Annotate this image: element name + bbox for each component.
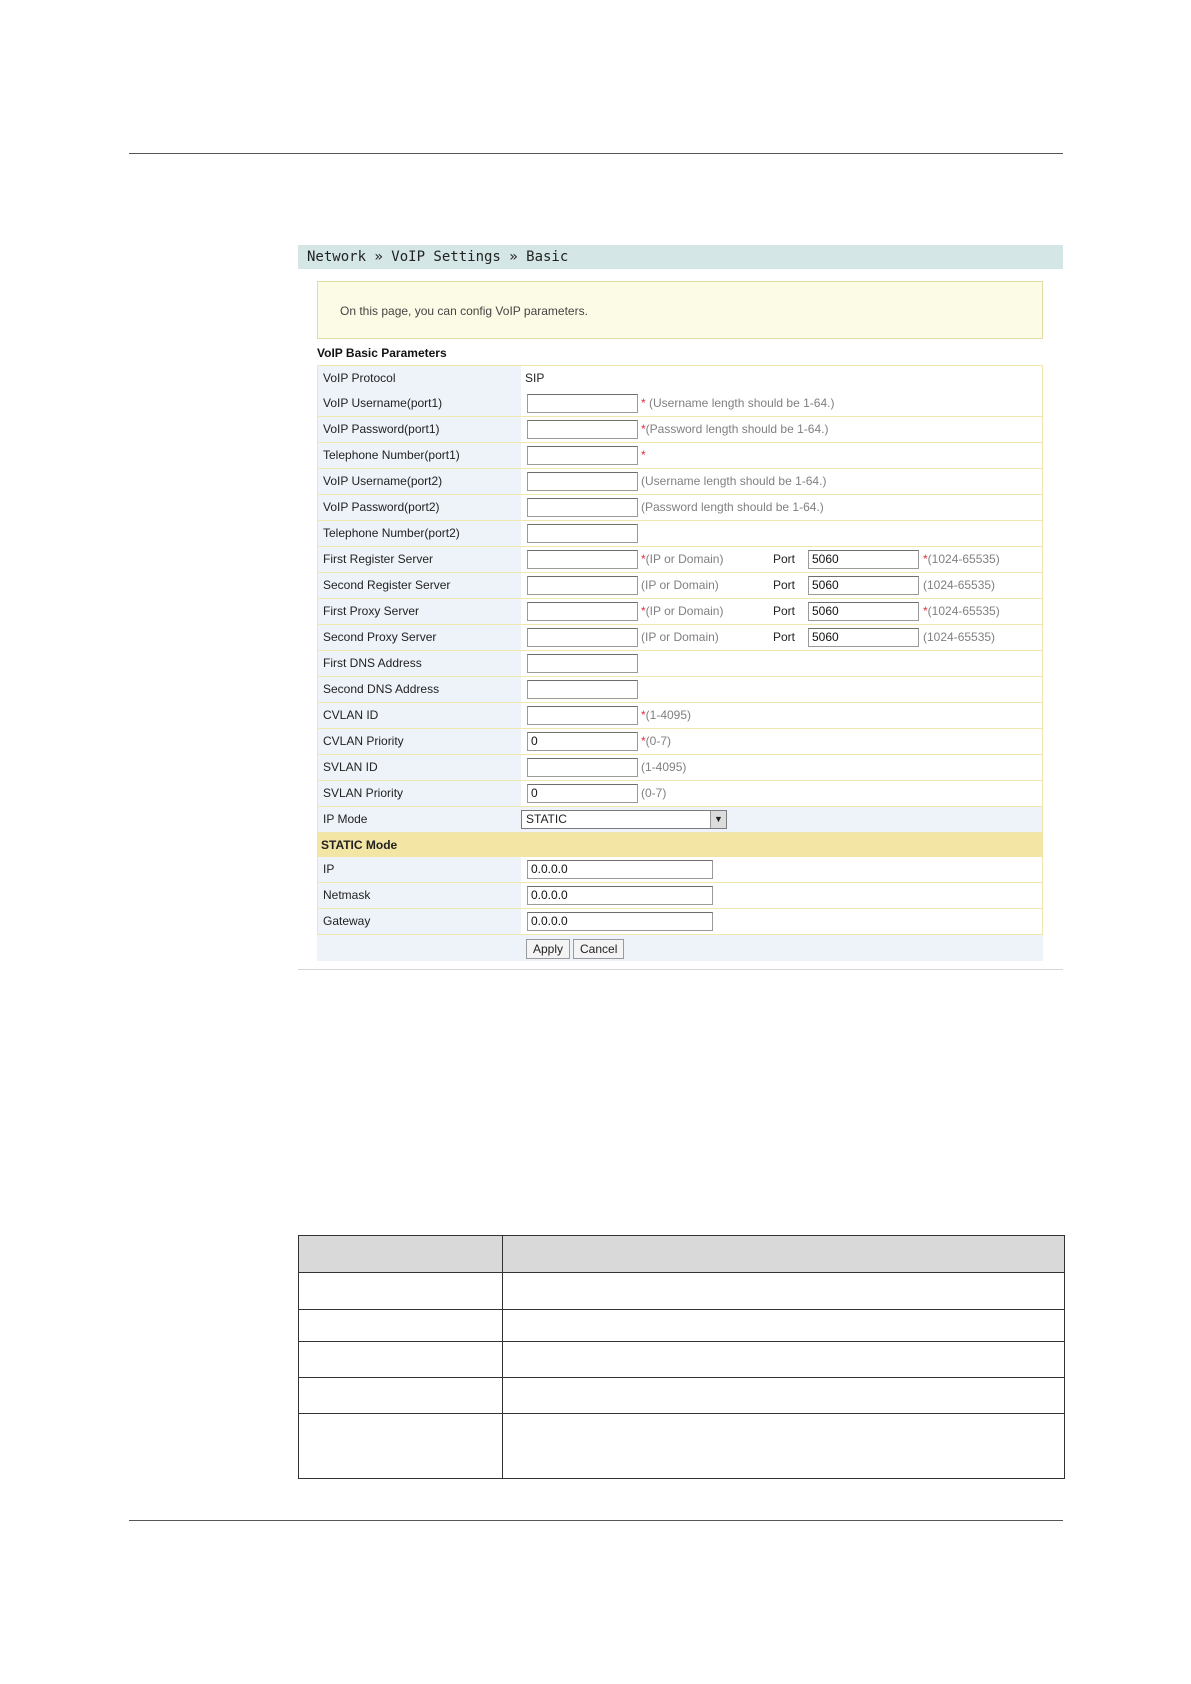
second-proxy-port-input[interactable]: 5060: [808, 628, 919, 647]
field-label: IP: [318, 857, 521, 882]
table-cell: [299, 1310, 503, 1342]
hint-text: (Password length should be 1-64.): [645, 422, 829, 436]
button-bar: [317, 935, 1043, 961]
password-port2-input[interactable]: [527, 498, 638, 517]
first-dns-input[interactable]: [527, 654, 638, 673]
row-static-gateway: [317, 909, 1043, 935]
field-label: Netmask: [318, 883, 521, 908]
second-dns-input[interactable]: [527, 680, 638, 699]
hint-text: (Username length should be 1-64.): [645, 396, 835, 410]
required-marker: *: [641, 448, 646, 462]
protocol-value: SIP: [525, 371, 545, 385]
row-second-register-server: [317, 573, 1043, 599]
row-first-proxy-server: [317, 599, 1043, 625]
port-label: Port: [773, 578, 796, 592]
port-label: Port: [773, 552, 796, 566]
breadcrumb: Network » VoIP Settings » Basic: [298, 245, 1063, 269]
table-row: [299, 1342, 1065, 1378]
field-label: First Proxy Server: [318, 599, 521, 624]
row-telephone-port2: [317, 521, 1043, 547]
required-marker: *: [641, 734, 646, 748]
port-label: Port: [773, 630, 796, 644]
field-label: First Register Server: [318, 547, 521, 572]
hint-text: (IP or Domain): [645, 604, 724, 618]
row-first-dns: [317, 651, 1043, 677]
field-label: CVLAN Priority: [318, 729, 521, 754]
cancel-button[interactable]: Cancel: [573, 939, 624, 959]
required-marker: *: [641, 604, 646, 618]
static-gateway-input[interactable]: 0.0.0.0: [527, 912, 713, 931]
field-label: Telephone Number(port1): [318, 443, 521, 468]
static-netmask-input[interactable]: 0.0.0.0: [527, 886, 713, 905]
row-second-dns: [317, 677, 1043, 703]
field-label: SVLAN Priority: [318, 781, 521, 806]
first-proxy-port-input[interactable]: 5060: [808, 602, 919, 621]
description-table: [298, 1235, 1065, 1479]
chevron-down-icon[interactable]: ▼: [710, 811, 726, 828]
hint-text: (IP or Domain): [645, 552, 724, 566]
field-label: Gateway: [318, 909, 521, 934]
telephone-port2-input[interactable]: [527, 524, 638, 543]
field-label: VoIP Username(port2): [318, 469, 521, 494]
apply-button[interactable]: Apply: [526, 939, 570, 959]
hint-text: (0-7): [641, 786, 667, 800]
field-label: Second DNS Address: [318, 677, 521, 702]
second-register-server-input[interactable]: [527, 576, 638, 595]
table-header-cell: [503, 1236, 1065, 1273]
telephone-port1-input[interactable]: [527, 446, 638, 465]
voip-settings-screenshot: [298, 245, 1063, 970]
svlan-id-input[interactable]: [527, 758, 638, 777]
screenshot-bottom-border: [298, 969, 1063, 970]
table-header-cell: [299, 1236, 503, 1273]
hint-text: (Username length should be 1-64.): [641, 474, 827, 488]
hint-text: (IP or Domain): [641, 630, 719, 644]
row-cvlan-id: [317, 703, 1043, 729]
required-marker: *: [641, 708, 646, 722]
row-password-port1: [317, 417, 1043, 443]
field-label: Second Register Server: [318, 573, 521, 598]
row-svlan-priority: [317, 781, 1043, 807]
required-marker: *: [923, 604, 928, 618]
table-row: [299, 1273, 1065, 1310]
row-ip-mode: [317, 807, 1043, 833]
static-ip-input[interactable]: 0.0.0.0: [527, 860, 713, 879]
header-rule: [129, 153, 1063, 154]
hint-text: (IP or Domain): [641, 578, 719, 592]
table-cell: [299, 1273, 503, 1310]
row-username-port2: [317, 469, 1043, 495]
voip-form: [317, 365, 1043, 961]
field-label: VoIP Password(port2): [318, 495, 521, 520]
hint-text: (0-7): [645, 734, 672, 748]
field-label: VoIP Password(port1): [318, 417, 521, 442]
section-title: VoIP Basic Parameters: [317, 346, 447, 360]
row-cvlan-priority: [317, 729, 1043, 755]
required-marker: *: [923, 552, 928, 566]
second-proxy-server-input[interactable]: [527, 628, 638, 647]
cvlan-id-input[interactable]: [527, 706, 638, 725]
table-cell: [299, 1414, 503, 1479]
password-port1-input[interactable]: [527, 420, 638, 439]
field-label: VoIP Protocol: [318, 366, 521, 391]
table-header-row: [299, 1236, 1065, 1273]
port-hint: (1024-65535): [927, 552, 1000, 566]
hint-text: (1-4095): [645, 708, 692, 722]
first-proxy-server-input[interactable]: [527, 602, 638, 621]
ip-mode-value: STATIC: [526, 812, 567, 826]
table-cell: [503, 1273, 1065, 1310]
svlan-priority-input[interactable]: 0: [527, 784, 638, 803]
hint-text: (Password length should be 1-64.): [641, 500, 824, 514]
first-register-port-input[interactable]: 5060: [808, 550, 919, 569]
username-port2-input[interactable]: [527, 472, 638, 491]
table-row: [299, 1414, 1065, 1479]
hint-text: (1-4095): [641, 760, 687, 774]
row-first-register-server: [317, 547, 1043, 573]
table-cell: [503, 1414, 1065, 1479]
field-label: VoIP Username(port1): [318, 391, 521, 416]
row-second-proxy-server: [317, 625, 1043, 651]
row-username-port1: [317, 391, 1043, 417]
field-label: First DNS Address: [318, 651, 521, 676]
table-cell: [299, 1378, 503, 1414]
row-static-ip: [317, 857, 1043, 883]
field-label: IP Mode: [318, 807, 521, 832]
required-marker: *: [641, 552, 646, 566]
row-svlan-id: [317, 755, 1043, 781]
cvlan-priority-input[interactable]: 0: [527, 732, 638, 751]
table-row: [299, 1310, 1065, 1342]
field-label: CVLAN ID: [318, 703, 521, 728]
table-cell: [299, 1342, 503, 1378]
row-telephone-port1: [317, 443, 1043, 469]
table-cell: [503, 1378, 1065, 1414]
port-hint: (1024-65535): [923, 578, 996, 592]
field-label: SVLAN ID: [318, 755, 521, 780]
required-marker: *: [641, 396, 646, 410]
static-mode-header: STATIC Mode: [317, 833, 1043, 857]
username-port1-input[interactable]: [527, 394, 638, 413]
port-hint: (1024-65535): [927, 604, 1000, 618]
field-label: Second Proxy Server: [318, 625, 521, 650]
required-marker: *: [641, 422, 646, 436]
port-hint: (1024-65535): [923, 630, 996, 644]
ip-mode-select[interactable]: [521, 810, 727, 829]
row-password-port2: [317, 495, 1043, 521]
table-row: [299, 1378, 1065, 1414]
row-static-netmask: [317, 883, 1043, 909]
table-cell: [503, 1310, 1065, 1342]
second-register-port-input[interactable]: 5060: [808, 576, 919, 595]
row-voip-protocol: [317, 365, 1043, 391]
field-label: Telephone Number(port2): [318, 521, 521, 546]
info-box: On this page, you can config VoIP parameters.: [317, 281, 1043, 339]
first-register-server-input[interactable]: [527, 550, 638, 569]
port-label: Port: [773, 604, 796, 618]
table-cell: [503, 1342, 1065, 1378]
footer-rule: [129, 1520, 1063, 1521]
